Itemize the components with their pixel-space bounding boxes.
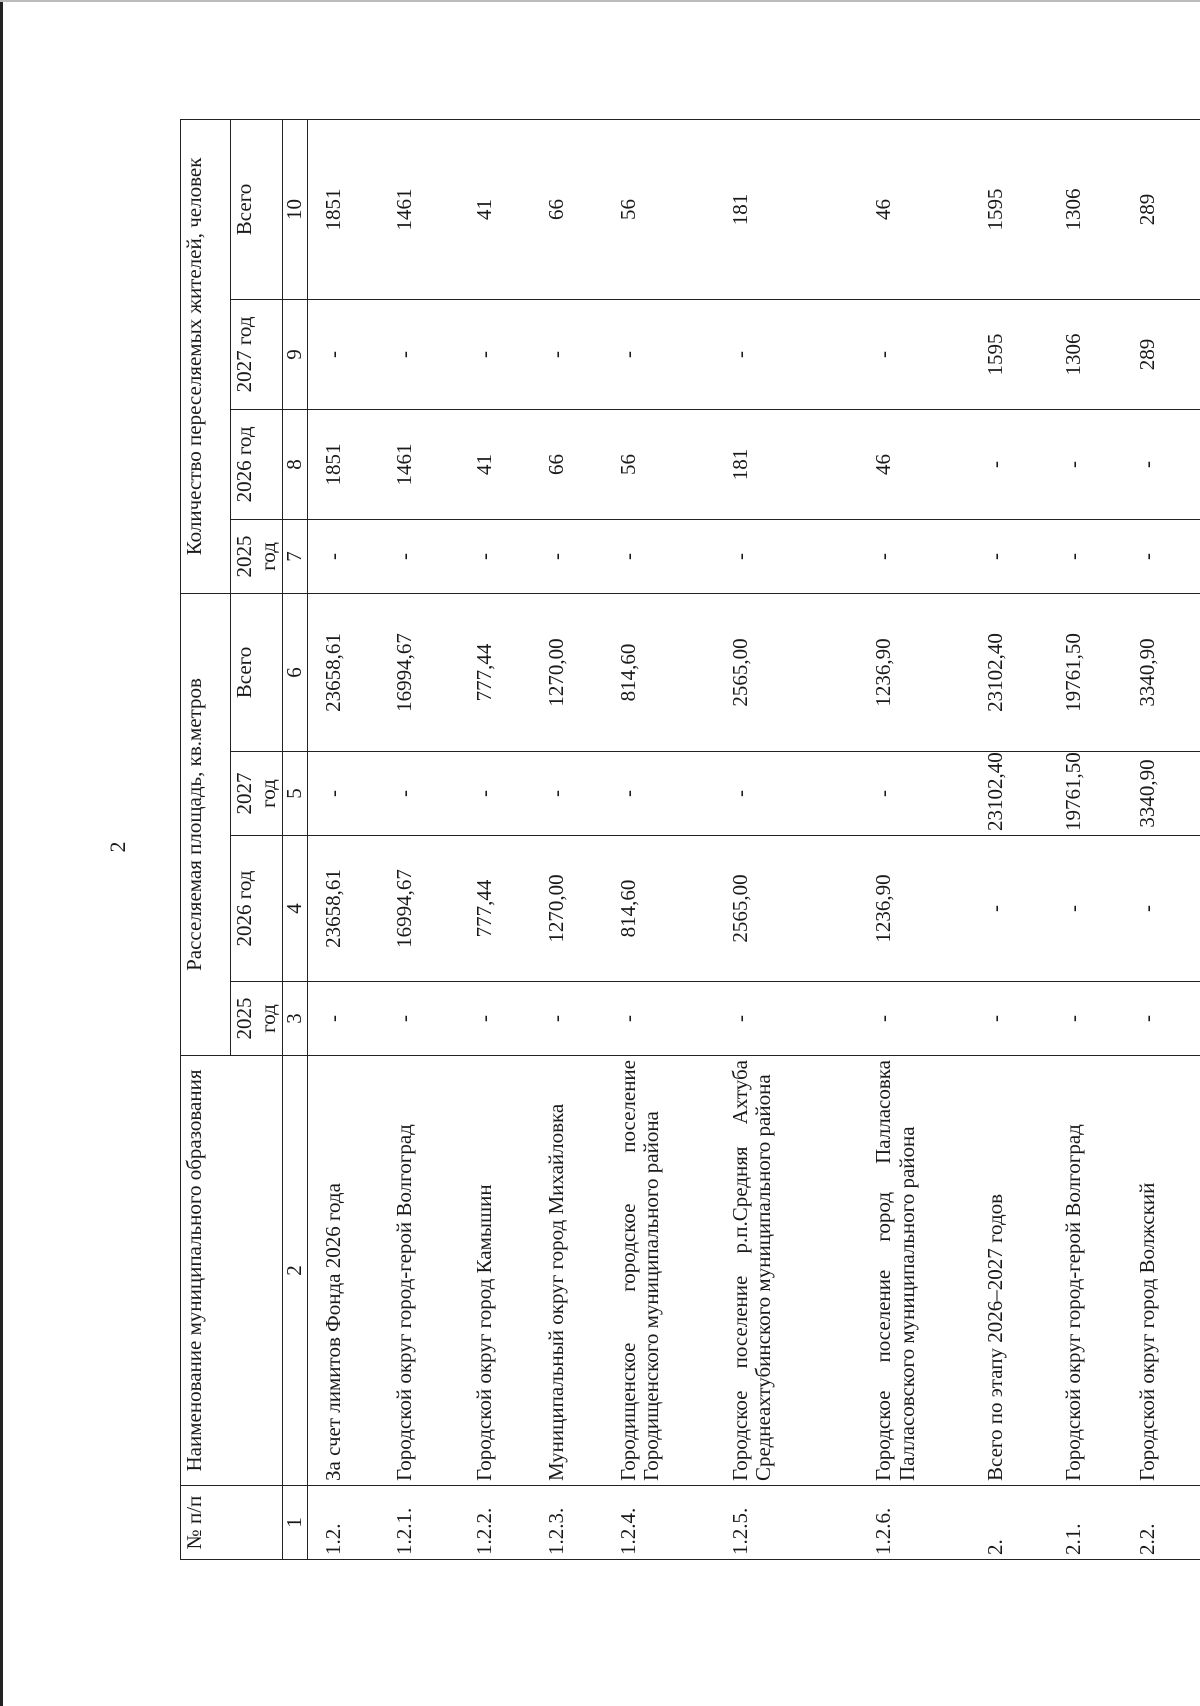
table-row <box>307 119 379 1559</box>
area-2027: - <box>603 752 715 836</box>
rotated-table-wrapper <box>180 120 1200 1560</box>
header-area-2027: 2027 год <box>231 752 283 836</box>
row-number: 1.2.6. <box>858 1486 970 1560</box>
area-2025: - <box>970 982 1048 1056</box>
people-total: 56 <box>603 119 715 299</box>
people-2026: 1851 <box>307 409 379 519</box>
table-row <box>379 119 459 1559</box>
table-row <box>970 119 1048 1559</box>
people-2027: - <box>715 299 859 409</box>
people-total: 41 <box>459 119 531 299</box>
municipality-name: Всего по этапу 2026–2027 годов <box>970 1056 1048 1486</box>
column-number: 3 <box>283 982 308 1056</box>
column-number: 6 <box>283 593 308 751</box>
people-total: 46 <box>858 119 970 299</box>
header-people-2025: 2025 год <box>231 519 283 593</box>
header-group-people: Количество переселяемых жителей, человек <box>181 119 231 593</box>
table-row <box>531 119 603 1559</box>
people-total: 66 <box>531 119 603 299</box>
people-2025: - <box>379 519 459 593</box>
people-2027: - <box>459 299 531 409</box>
row-number: 2. <box>970 1486 1048 1560</box>
people-2027: - <box>858 299 970 409</box>
people-2026: - <box>1048 409 1123 519</box>
municipality-name: Городищенское городское поселение Городищенского муниципального района <box>603 1056 715 1486</box>
page-top-edge <box>0 0 1200 2</box>
people-2026: - <box>970 409 1048 519</box>
people-2025: - <box>858 519 970 593</box>
table-row <box>1048 119 1123 1559</box>
column-number: 10 <box>283 119 308 299</box>
table-row <box>603 119 715 1559</box>
area-2027: - <box>858 752 970 836</box>
area-total: 3340,90 <box>1122 593 1200 751</box>
people-2026: 181 <box>715 409 859 519</box>
area-2025: - <box>1048 982 1123 1056</box>
people-total: 1851 <box>307 119 379 299</box>
column-number: 5 <box>283 752 308 836</box>
area-2026: 814,60 <box>603 836 715 982</box>
area-2025: - <box>858 982 970 1056</box>
area-total: 1236,90 <box>858 593 970 751</box>
people-2026: 56 <box>603 409 715 519</box>
area-2027: - <box>379 752 459 836</box>
area-2026: 777,44 <box>459 836 531 982</box>
municipality-name: Городской округ город-герой Волгоград <box>1048 1056 1123 1486</box>
resettlement-table <box>180 119 1200 1560</box>
area-2027: - <box>459 752 531 836</box>
people-2027: 289 <box>1122 299 1200 409</box>
people-2026: 46 <box>858 409 970 519</box>
header-people-2027: 2027 год <box>231 299 283 409</box>
row-number: 1.2.4. <box>603 1486 715 1560</box>
row-number: 1.2. <box>307 1486 379 1560</box>
people-2025: - <box>531 519 603 593</box>
area-total: 16994,67 <box>379 593 459 751</box>
people-2027: - <box>531 299 603 409</box>
area-total: 23102,40 <box>970 593 1048 751</box>
row-number: 2.1. <box>1048 1486 1123 1560</box>
municipality-name: Муниципальный округ город Михайловка <box>531 1056 603 1486</box>
municipality-name: Городской округ город Камышин <box>459 1056 531 1486</box>
column-number: 4 <box>283 836 308 982</box>
area-2027: 23102,40 <box>970 752 1048 836</box>
table-row <box>715 119 859 1559</box>
people-2027: - <box>603 299 715 409</box>
area-2027: - <box>307 752 379 836</box>
area-2026: 23658,61 <box>307 836 379 982</box>
header-col-name: Наименование муниципального образования <box>181 1056 283 1486</box>
people-2025: - <box>307 519 379 593</box>
people-2026: - <box>1122 409 1200 519</box>
area-2025: - <box>307 982 379 1056</box>
municipality-name: За счет лимитов Фонда 2026 года <box>307 1056 379 1486</box>
page-edge-shadow <box>0 0 3 1706</box>
row-number: 2.2. <box>1122 1486 1200 1560</box>
area-2027: 19761,50 <box>1048 752 1123 836</box>
area-2026: - <box>1048 836 1123 982</box>
area-2026: 2565,00 <box>715 836 859 982</box>
area-2025: - <box>379 982 459 1056</box>
people-2025: - <box>970 519 1048 593</box>
header-people-total: Всего <box>231 119 283 299</box>
column-number: 7 <box>283 519 308 593</box>
column-number: 9 <box>283 299 308 409</box>
table-row <box>459 119 531 1559</box>
area-2027: - <box>715 752 859 836</box>
area-total: 1270,00 <box>531 593 603 751</box>
column-number: 2 <box>283 1056 308 1486</box>
people-2025: - <box>459 519 531 593</box>
table-row <box>1122 119 1200 1559</box>
people-total: 289 <box>1122 119 1200 299</box>
header-area-2026: 2026 год <box>231 836 283 982</box>
people-2027: - <box>307 299 379 409</box>
area-total: 777,44 <box>459 593 531 751</box>
row-number: 1.2.5. <box>715 1486 859 1560</box>
municipality-name: Городской округ город Волжский <box>1122 1056 1200 1486</box>
people-2026: 66 <box>531 409 603 519</box>
header-group-area: Расселяемая площадь, кв.метров <box>181 593 231 1055</box>
municipality-name: Городское поселение город Палласовка Палласовского муниципального района <box>858 1056 970 1486</box>
people-2027: 1595 <box>970 299 1048 409</box>
header-area-total: Всего <box>231 593 283 751</box>
area-2026: 1270,00 <box>531 836 603 982</box>
area-total: 23658,61 <box>307 593 379 751</box>
area-2026: 1236,90 <box>858 836 970 982</box>
table-row <box>858 119 970 1559</box>
people-total: 181 <box>715 119 859 299</box>
people-total: 1306 <box>1048 119 1123 299</box>
municipality-name: Городское поселение р.п.Средняя Ахтуба Среднеахтубинского муниципального района <box>715 1056 859 1486</box>
area-2026: 16994,67 <box>379 836 459 982</box>
municipality-name: Городской округ город-герой Волгоград <box>379 1056 459 1486</box>
area-total: 814,60 <box>603 593 715 751</box>
column-number: 1 <box>283 1486 308 1560</box>
people-2026: 1461 <box>379 409 459 519</box>
header-col-num: № п/п <box>181 1486 283 1560</box>
people-2025: - <box>1048 519 1123 593</box>
header-area-2025: 2025 год <box>231 982 283 1056</box>
column-number: 8 <box>283 409 308 519</box>
people-2025: - <box>715 519 859 593</box>
header-people-2026: 2026 год <box>231 409 283 519</box>
area-2025: - <box>1122 982 1200 1056</box>
people-2027: - <box>379 299 459 409</box>
area-2026: - <box>1122 836 1200 982</box>
people-total: 1595 <box>970 119 1048 299</box>
people-2025: - <box>603 519 715 593</box>
table-body <box>307 119 1200 1559</box>
area-total: 2565,00 <box>715 593 859 751</box>
area-total: 19761,50 <box>1048 593 1123 751</box>
area-2026: - <box>970 836 1048 982</box>
area-2025: - <box>459 982 531 1056</box>
people-2027: 1306 <box>1048 299 1123 409</box>
area-2025: - <box>715 982 859 1056</box>
people-2025: - <box>1122 519 1200 593</box>
area-2025: - <box>603 982 715 1056</box>
area-2025: - <box>531 982 603 1056</box>
area-2027: - <box>531 752 603 836</box>
page-number: 2 <box>105 841 130 853</box>
row-number: 1.2.2. <box>459 1486 531 1560</box>
row-number: 1.2.3. <box>531 1486 603 1560</box>
area-2027: 3340,90 <box>1122 752 1200 836</box>
people-2026: 41 <box>459 409 531 519</box>
row-number: 1.2.1. <box>379 1486 459 1560</box>
people-total: 1461 <box>379 119 459 299</box>
